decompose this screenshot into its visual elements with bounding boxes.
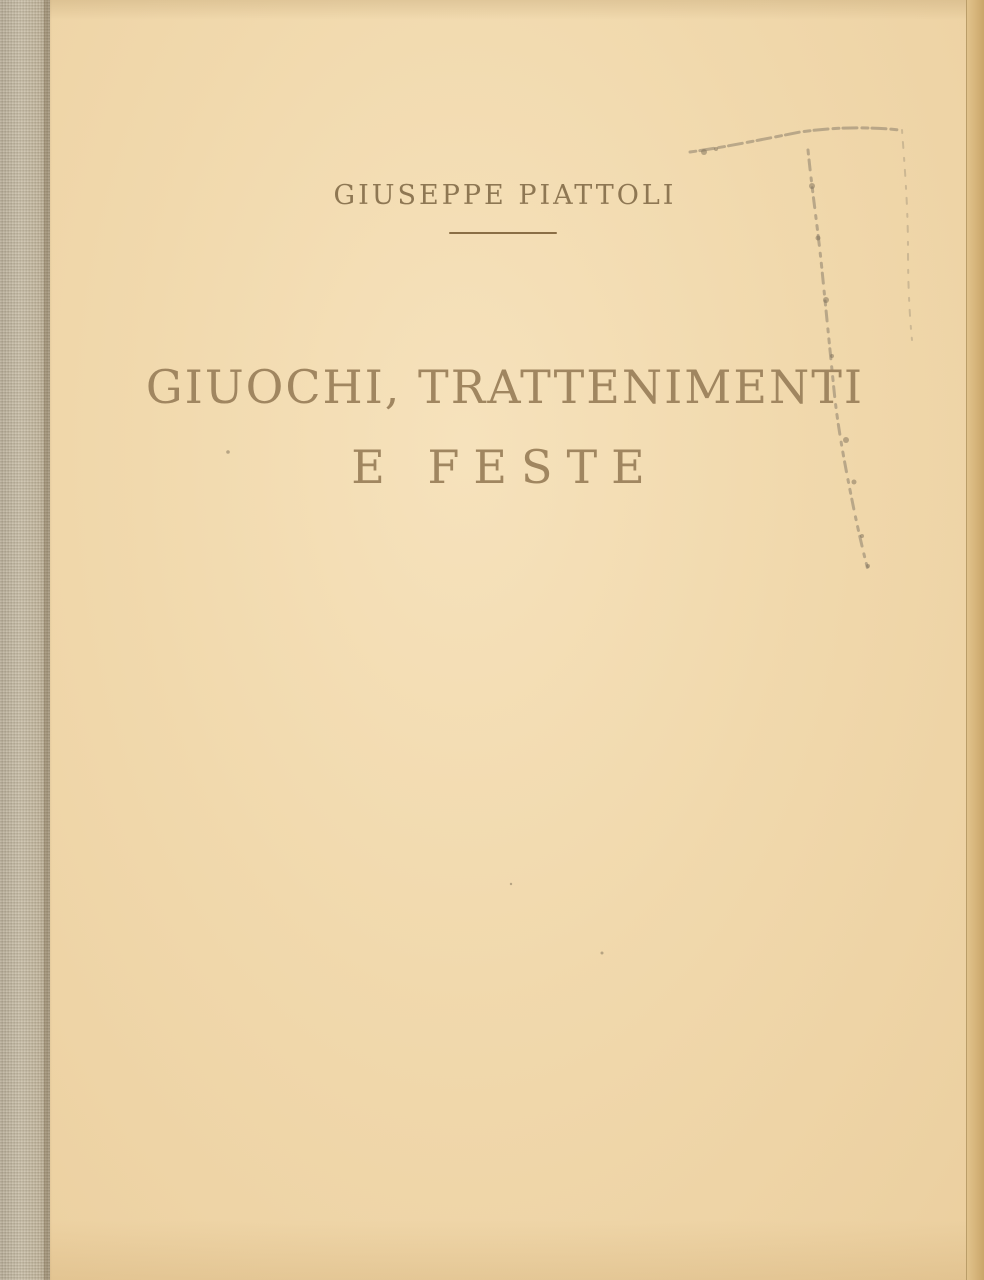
cloth-spine [0, 0, 50, 1280]
page-edges [966, 0, 984, 1280]
title-line-2: E FESTE [351, 440, 659, 494]
title-rule [449, 232, 557, 234]
title-line-1: GIUOCHI, TRATTENIMENTI [145, 360, 865, 414]
top-shadow [50, 0, 984, 20]
spine-edge-shadow [44, 0, 52, 1280]
bottom-shadow [50, 1220, 984, 1280]
author-name: GIUSEPPE PIATTOLI [333, 180, 677, 211]
page-edge-line [966, 0, 967, 1280]
